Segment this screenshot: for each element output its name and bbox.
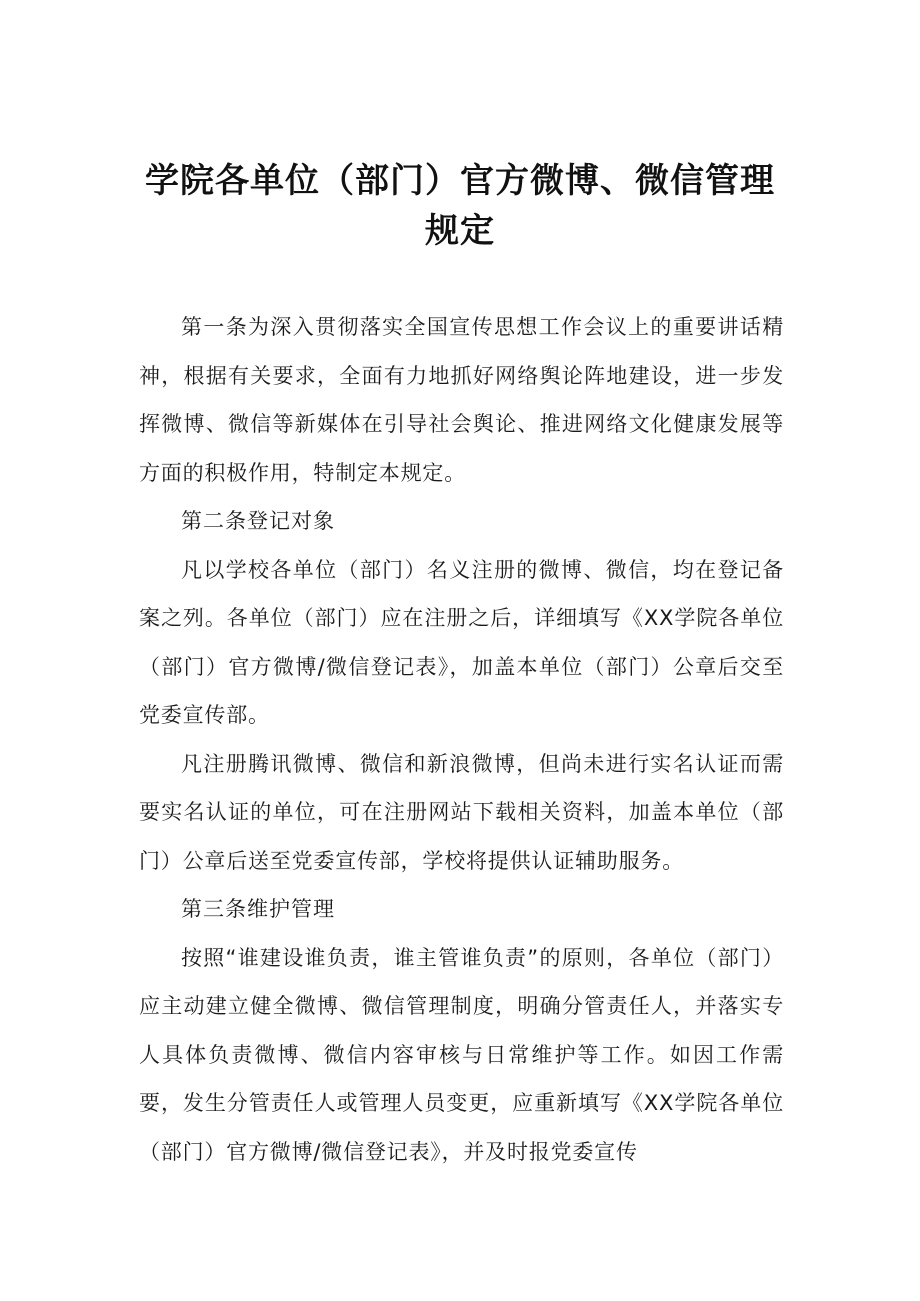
heading-article-3: 第三条维护管理 — [181, 897, 335, 921]
paragraph-registration: 凡以学校各单位（部门）名义注册的微博、微信，均在登记备案之列。各单位（部门）应在注册之后，详细填写《XX学院各单位（部门）官方微博/微信登记表》，加盖本单位（部门）公章后交至党委宣传部。 — [139, 557, 784, 727]
document-body — [139, 303, 784, 1176]
paragraph-real-name-auth: 凡注册腾讯微博、微信和新浪微博，但尚未进行实名认证而需要实名认证的单位，可在注册网站下载相关资料，加盖本单位（部门）公章后送至党委宣传部，学校将提供认证辅助服务。 — [139, 751, 784, 873]
title-line-2: 规定 — [425, 211, 495, 251]
title-line-1: 学院各单位（部门）官方微博、微信管理 — [145, 161, 775, 201]
paragraph-maintenance: 按照“谁建设谁负责，谁主管谁负责”的原则，各单位（部门）应主动建立健全微博、微信管理制度，明确分管责任人，并落实专人具体负责微博、微信内容审核与日常维护等工作。如因工作需要，发生分管责任人或管理人员变更，应重新填写《XX学院各单位（部门）官方微博/微信登记表》，并及时报党委宣传 — [139, 945, 784, 1164]
heading-article-2: 第二条登记对象 — [181, 509, 335, 533]
paragraph-article-1: 第一条为深入贯彻落实全国宣传思想工作会议上的重要讲话精神，根据有关要求，全面有力地抓好网络舆论阵地建设，进一步发挥微博、微信等新媒体在引导社会舆论、推进网络文化健康发展等方面的积极作用，特制定本规定。 — [139, 315, 784, 485]
document-title — [120, 156, 800, 256]
